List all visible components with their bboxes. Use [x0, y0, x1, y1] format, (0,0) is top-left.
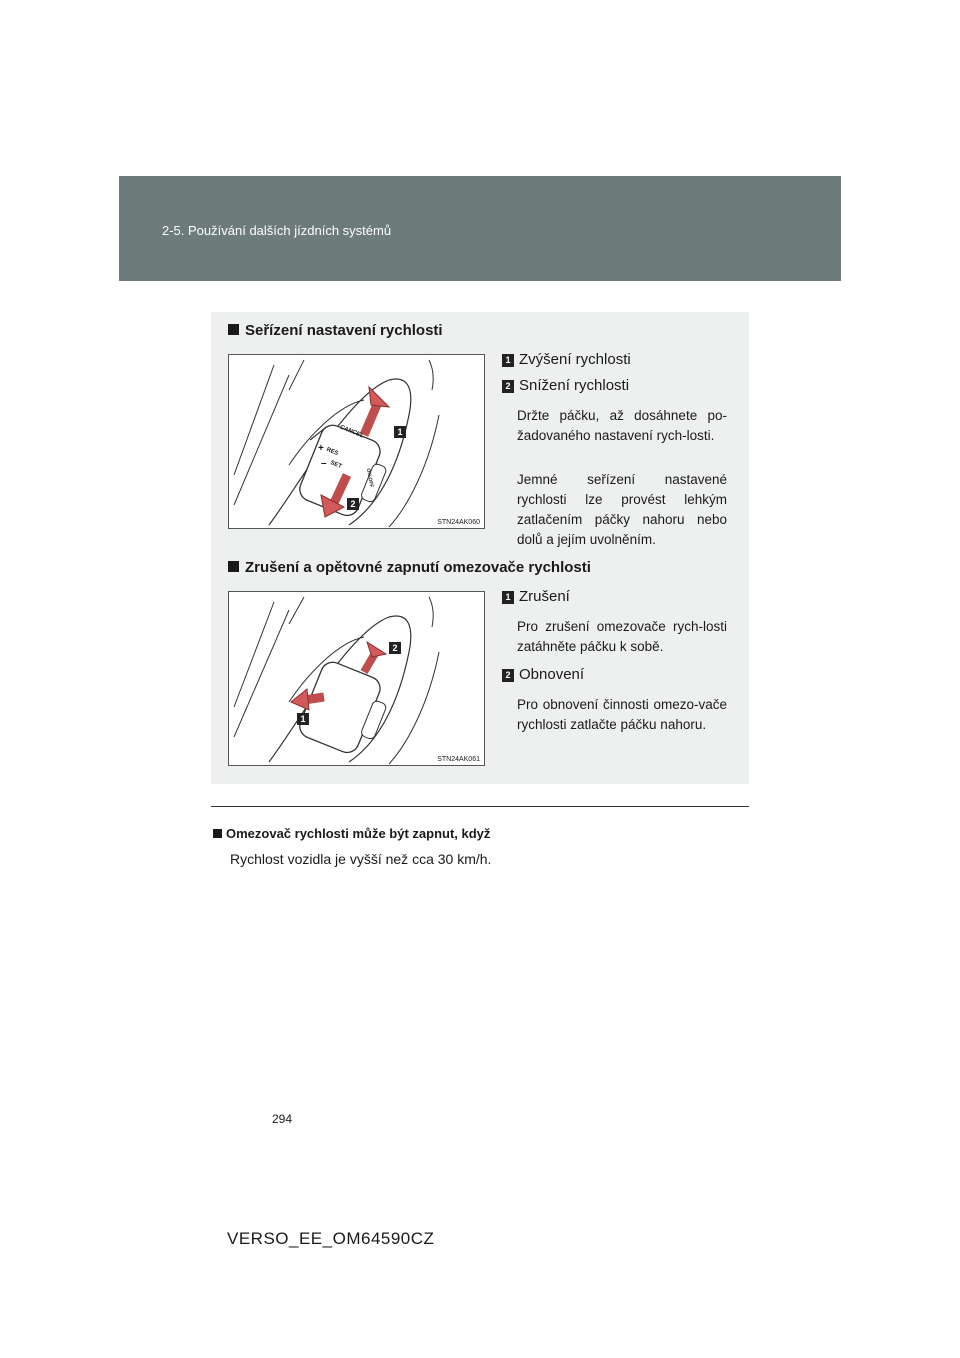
- note-text: Rychlost vozidla je vyšší než cca 30 km/h.: [230, 851, 492, 867]
- section2-title: Zrušení a opětovné zapnutí omezovače rychlosti: [228, 559, 591, 576]
- step-number-badge: 2: [502, 669, 514, 682]
- step-increase: 1 Zvýšení rychlosti: [502, 351, 631, 368]
- lever-minus-label: –: [321, 458, 327, 469]
- figure-label-1: 1: [394, 426, 406, 438]
- step-number-badge: 1: [502, 591, 514, 604]
- section2-paragraph-2: Pro obnovení činnosti omezo-vače rychlosti zatlačte páčku nahoru.: [517, 697, 727, 732]
- figure-code: STN24AK061: [437, 756, 480, 763]
- divider: [211, 806, 749, 807]
- figure-label-2: 2: [389, 642, 401, 654]
- lever-set-label: SET: [329, 460, 343, 470]
- figure-label-1: 1: [297, 713, 309, 725]
- lever-plus-label: +: [318, 443, 324, 454]
- section1-paragraph-1: Držte páčku, až dosáhnete po-žadovaného nastavení rych-losti.: [517, 408, 727, 443]
- square-bullet-icon: [228, 561, 239, 572]
- square-bullet-icon: [228, 324, 239, 335]
- step-resume: 2 Obnovení: [502, 666, 584, 683]
- section1-title: Seřízení nastavení rychlosti: [228, 322, 443, 339]
- step-number-badge: 2: [502, 380, 514, 393]
- chapter-title: 2-5. Používání dalších jízdních systémů: [162, 223, 392, 238]
- document-id: VERSO_EE_OM64590CZ: [227, 1229, 435, 1248]
- lever-res-label: RES: [325, 446, 340, 458]
- figure-code: STN24AK060: [437, 519, 480, 526]
- square-bullet-icon: [213, 829, 222, 838]
- chapter-header: [119, 176, 841, 281]
- lever-onoff-label: ON-OFF: [364, 468, 375, 488]
- section2-paragraph-1: Pro zrušení omezovače rych-losti zatáhněte páčku k sobě.: [517, 619, 727, 654]
- figure-speed-adjust: [228, 354, 485, 529]
- lever-illustration: [229, 592, 484, 765]
- step-cancel: 1 Zrušení: [502, 588, 570, 605]
- note-title: Omezovač rychlosti může být zapnut, když: [213, 826, 490, 841]
- step-decrease: 2 Snížení rychlosti: [502, 377, 629, 394]
- figure-label-2: 2: [347, 498, 359, 510]
- step-number-badge: 1: [502, 354, 514, 367]
- section1-paragraph-2: Jemné seřízení nastavené rychlosti lze provést lehkým zatlačením páčky nahoru nebo dolů a jejím uvolněním.: [517, 472, 727, 547]
- lever-cancel-label: CANCEL: [338, 424, 365, 440]
- figure-cancel-resume: [228, 591, 485, 766]
- page-number: 294: [272, 1112, 293, 1126]
